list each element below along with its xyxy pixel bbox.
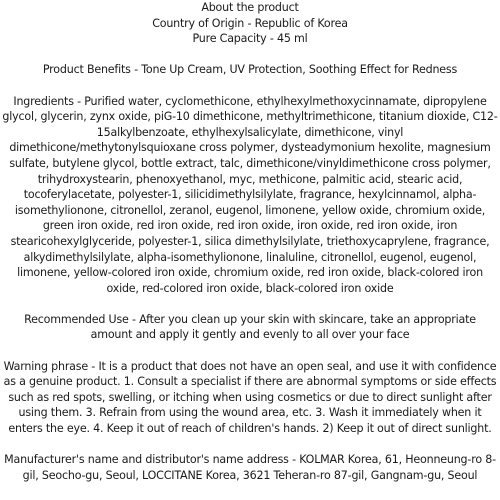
spacer <box>2 343 498 359</box>
spacer <box>2 47 498 63</box>
spacer <box>2 437 498 453</box>
manufacturer-address: Manufacturer's name and distributor's name address - KOLMAR Korea, 61, Heonneung-ro 8-gil, Seocho-gu, Seoul, LOCCITANE Korea, 3621 Teheran-ro 87-gil, Gangnam-gu, Seoul <box>4 453 496 482</box>
pure-capacity: Pure Capacity - 45 ml <box>192 32 308 46</box>
product-header <box>2 0 498 47</box>
country-of-origin: Country of Origin - Republic of Korea <box>152 16 348 30</box>
recommended-use: Recommended Use - After you clean up your skin with skincare, take an appropriate amount and apply it gently and evenly to all over your face <box>24 312 476 342</box>
spacer <box>2 78 498 94</box>
ingredients-list: Ingredients - Purified water, cyclomethicone, ethylhexylmethoxycinnamate, dipropylene glycol, glycerin, zynx oxide, piG-10 dimethicone, methyltrimethicone, titanium dioxide, C12-15alkylbenzoate, ethylhexylsalicylate, dimethicone, vinyl dimethicone/methytonylsquioxane cross polymer, dysteadymonium hexolite, magnesium sulfate, butylene glycol, bottle extract, talc, dimethicone/vinyldimethicone cross polymer, trihydroxystearin, phenoxyethanol, myc, methicone, palmitic acid, stearic acid, tocoferylacetate, polyester-1, silicidimethylsilylate, fragrance, hexylcinnamol, alpha-isomethylionone, citronellol, zeranol, eugenol, limonene, yellow oxide, chromium oxide, green iron oxide, red iron oxide, red iron oxide, iron oxide, red iron oxide, iron stearicohexylglyceride, polyester-1, silica dimethylsilylate, triethoxycaprylene, fragrance, alkydimethylsilylate, alpha-isomethylionone, linaluline, citronellol, eugenol, eugenol, limonene, yellow-colored iron oxide, chromium oxide, red iron oxide, black-colored iron oxide, red-colored iron oxide, black-colored iron oxide <box>2 94 498 295</box>
product-benefits: Product Benefits - Tone Up Cream, UV Protection, Soothing Effect for Redness <box>42 63 458 77</box>
product-title: About the product <box>201 1 299 14</box>
warning-phrase: Warning phrase - It is a product that does not have an open seal, and use it with confidence as a genuine product. 1. Consult a specialist if there are abnormal symptoms or side effects such as red spots, swelling, or itching when using cosmetics or due to direct sunlight after using them. 3. Refrain from using the wound area, etc. 3. Wash it immediately when it enters the eye. 4. Keep it out of reach of children's hands. 2) Keep it out of direct sunlight. <box>3 359 497 436</box>
spacer <box>2 296 498 312</box>
